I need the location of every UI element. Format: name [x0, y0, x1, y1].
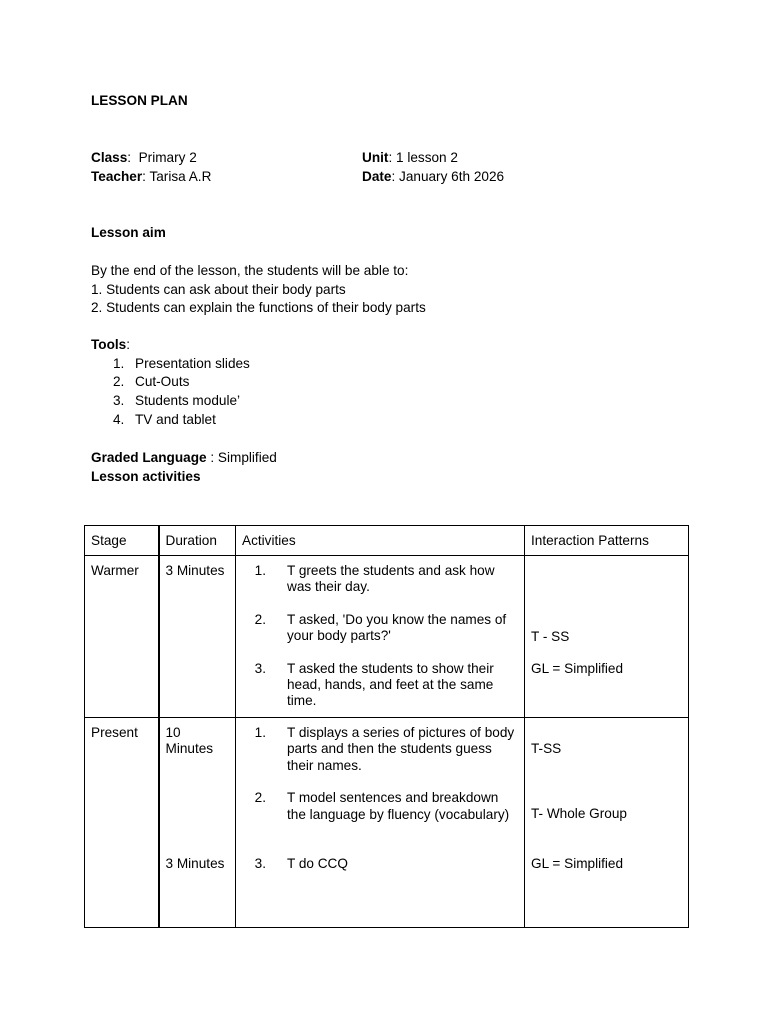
- stage-cell: Present: [85, 718, 159, 928]
- interaction-pattern: T- Whole Group: [531, 806, 627, 822]
- tool-item: 1. Presentation slides: [113, 356, 250, 371]
- interaction-pattern: T - SS: [531, 629, 570, 644]
- column-header: Activities: [236, 526, 525, 556]
- lesson-aim-heading: Lesson aim: [91, 225, 166, 240]
- stage-cell: Warmer: [85, 556, 159, 718]
- activity-item: 2. T asked, 'Do you know the names of your body parts?': [254, 611, 507, 644]
- teacher-value: : Tarisa A.R: [142, 169, 212, 184]
- activity-item: 1. T greets the students and ask how was their day.: [254, 563, 495, 595]
- date-label: Date: [362, 169, 392, 184]
- teacher-label: Teacher: [91, 169, 143, 184]
- duration-value: 10 Minutes: [165, 725, 214, 757]
- class-value: : Primary 2: [127, 150, 197, 165]
- activities-cell: [236, 718, 525, 928]
- interaction-pattern: T-SS: [531, 741, 562, 756]
- lesson-activities-heading: Lesson activities: [91, 469, 201, 484]
- activity-item: 3. T asked the students to show their head, hands, and feet at the same time.: [254, 660, 494, 709]
- activity-item: 1. T displays a series of pictures of body parts and then the students guess their names.: [254, 725, 515, 773]
- activity-item: 3. T do CCQ: [254, 856, 348, 872]
- aim-intro: By the end of the lesson, the students will be able to:: [91, 263, 409, 278]
- table-row: [85, 556, 689, 718]
- column-header: Stage: [85, 526, 159, 556]
- graded-language-label: Graded Language: [91, 450, 207, 465]
- column-header: Interaction Patterns: [525, 526, 689, 556]
- lesson-activities-table: [84, 525, 689, 928]
- date-value: : January 6th 2026: [391, 169, 505, 184]
- class-line: [91, 150, 197, 166]
- interaction-pattern: GL = Simplified: [531, 661, 624, 677]
- class-label: Class: [91, 150, 128, 165]
- table-header-row: [85, 526, 689, 556]
- activities-cell: [236, 556, 525, 718]
- tools-label: Tools: [91, 337, 127, 352]
- tool-item: 4. TV and tablet: [113, 412, 216, 427]
- duration-value: 3 Minutes: [165, 855, 225, 871]
- activity-item: 2. T model sentences and breakdown the language by fluency (vocabulary): [254, 790, 510, 822]
- tool-item: 3. Students module’: [113, 393, 241, 408]
- interaction-pattern: GL = Simplified: [531, 855, 624, 871]
- unit-line: [362, 150, 458, 166]
- unit-label: Unit: [362, 150, 389, 165]
- teacher-line: [91, 169, 211, 185]
- date-line: [362, 169, 504, 185]
- duration-cell: 3 Minutes: [159, 556, 236, 718]
- duration-cell: [159, 718, 236, 928]
- interaction-cell: [525, 556, 689, 718]
- interaction-cell: [525, 718, 689, 928]
- aim-item: 2. Students can explain the functions of their body parts: [91, 300, 426, 315]
- tool-item: 2. Cut-Outs: [113, 374, 190, 389]
- tools-colon: :: [126, 337, 131, 352]
- aim-item: 1. Students can ask about their body parts: [91, 282, 346, 297]
- graded-language-line: [91, 450, 277, 466]
- unit-value: : 1 lesson 2: [388, 150, 458, 165]
- document-title: LESSON PLAN: [91, 93, 188, 108]
- tools-heading: [91, 337, 130, 353]
- column-header: Duration: [159, 526, 236, 556]
- graded-language-value: : Simplified: [206, 450, 277, 465]
- table-row: [85, 718, 689, 928]
